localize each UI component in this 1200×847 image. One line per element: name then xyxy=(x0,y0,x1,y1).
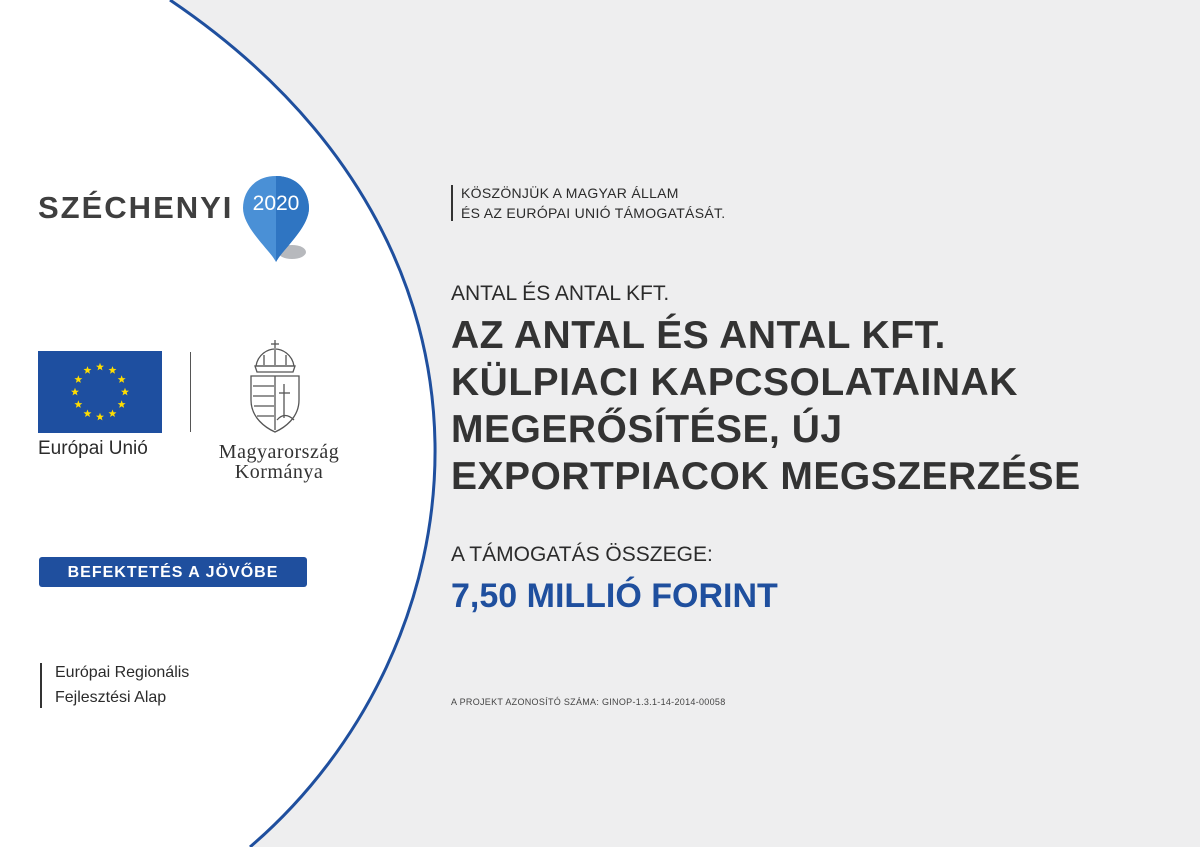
fund-label-line1: Európai Regionális xyxy=(55,664,190,681)
fund-bar xyxy=(40,663,42,708)
szechenyi-wordmark: SZÉCHENYI xyxy=(38,190,234,225)
company-name: ANTAL ÉS ANTAL KFT. xyxy=(451,282,670,305)
project-title-line1: AZ ANTAL ÉS ANTAL KFT. xyxy=(451,314,946,357)
logo-divider xyxy=(190,352,191,432)
project-id: A PROJEKT AZONOSÍTÓ SZÁMA: GINOP-1.3.1-14-2014-00058 xyxy=(451,697,726,707)
thanks-bar xyxy=(451,185,453,221)
project-title-line2: KÜLPIACI KAPCSOLATAINAK xyxy=(451,361,1018,404)
thanks-line2: ÉS AZ EURÓPAI UNIÓ TÁMOGATÁSÁT. xyxy=(461,205,726,221)
support-amount-value: 7,50 MILLIÓ FORINT xyxy=(451,577,778,615)
map-pin-icon xyxy=(232,170,322,270)
project-title-line4: EXPORTPIACOK MEGSZERZÉSE xyxy=(451,455,1081,498)
coat-of-arms-icon xyxy=(246,338,304,436)
government-label-line1: Magyarország xyxy=(218,441,340,463)
project-title-line3: MEGERŐSÍTÉSE, ÚJ xyxy=(451,408,843,451)
thanks-line1: KÖSZÖNJÜK A MAGYAR ÁLLAM xyxy=(461,185,679,201)
support-amount-label: A TÁMOGATÁS ÖSSZEGE: xyxy=(451,543,713,566)
eu-label: Európai Unió xyxy=(38,438,148,459)
szechenyi-year: 2020 xyxy=(252,192,300,215)
fund-label-line2: Fejlesztési Alap xyxy=(55,689,167,706)
government-label-line2: Kormánya xyxy=(234,461,324,483)
eu-flag-icon xyxy=(38,351,162,433)
invest-future-badge: BEFEKTETÉS A JÖVŐBE xyxy=(39,557,307,587)
